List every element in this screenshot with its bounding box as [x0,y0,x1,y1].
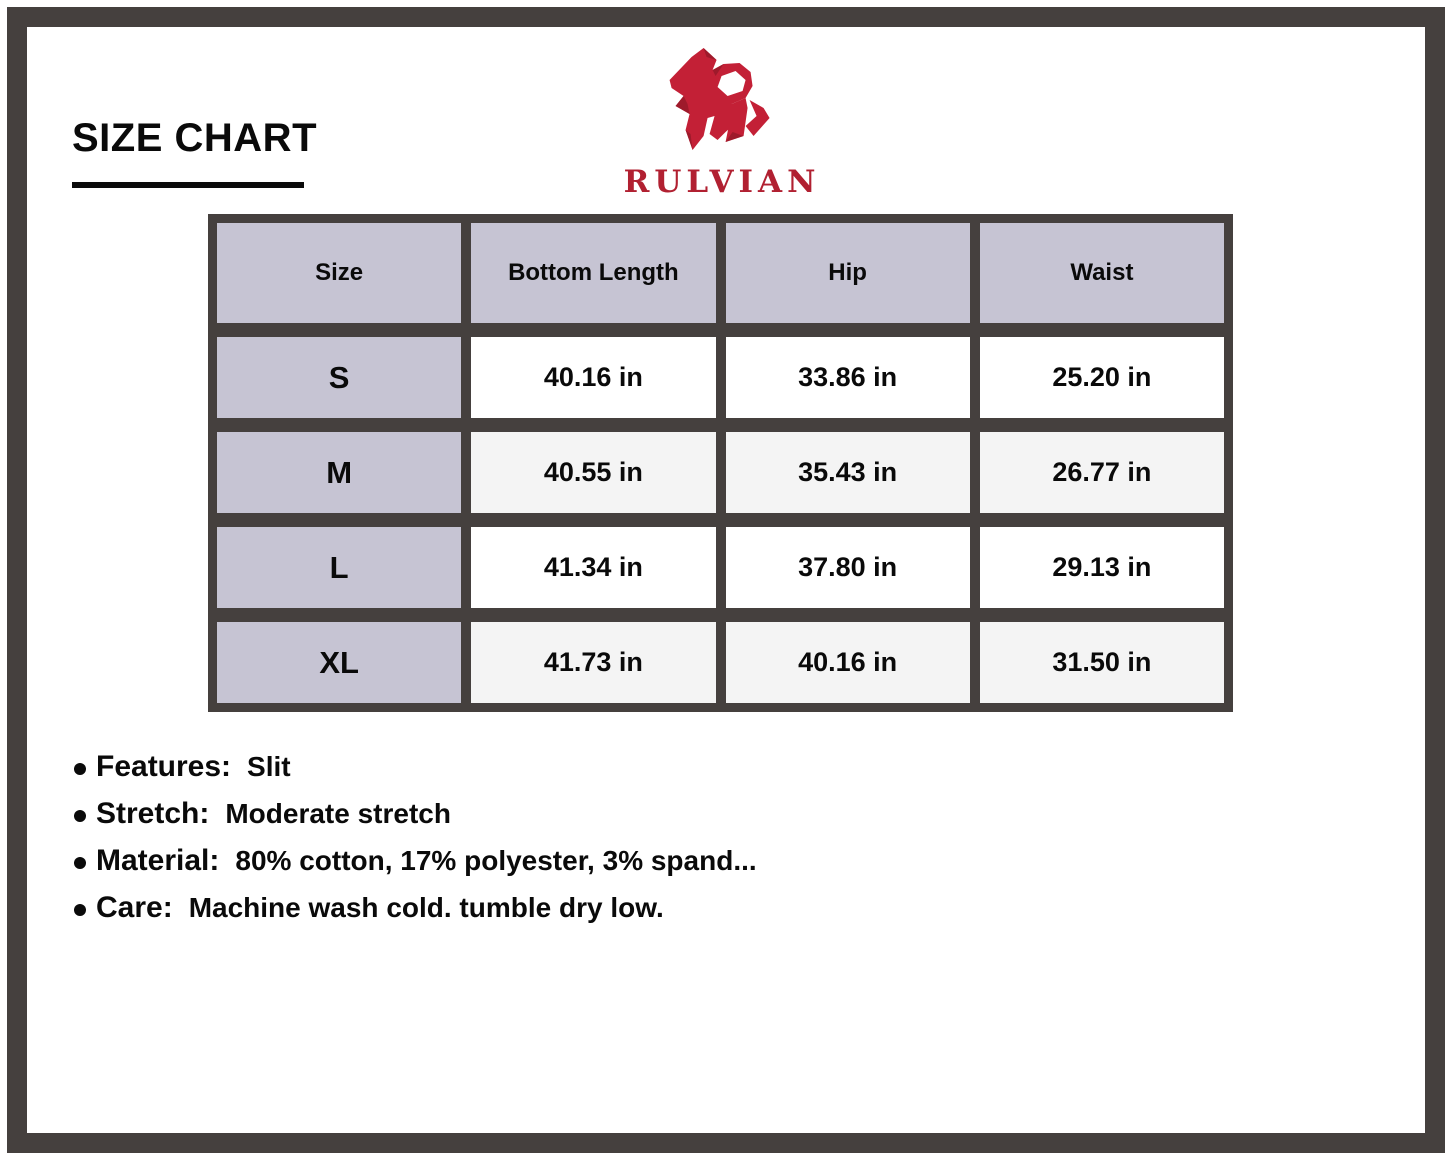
measurement-cell-xl-hip: 40.16 in [726,622,970,703]
note-label: Care: [96,891,173,924]
measurement-cell-m-bottom-length: 40.55 in [471,432,715,513]
note-value: Moderate stretch [225,798,451,829]
size-table [208,214,1233,712]
measurement-cell-m-waist: 26.77 in [980,432,1224,513]
title-underline [72,182,304,188]
note-stretch [74,797,757,835]
measurement-cell-xl-waist: 31.50 in [980,622,1224,703]
measurement-cell-xl-bottom-length: 41.73 in [471,622,715,703]
measurement-cell-s-waist: 25.20 in [980,337,1224,418]
measurement-cell-l-waist: 29.13 in [980,527,1224,608]
size-cell-xl: XL [217,622,461,703]
bullet-icon [74,904,86,916]
bullet-icon [74,857,86,869]
note-label: Features: [96,750,232,783]
note-care [74,891,757,929]
size-cell-s: S [217,337,461,418]
header-cell-size: Size [217,223,461,323]
note-value: Machine wash cold. tumble dry low. [188,892,664,923]
measurement-cell-s-bottom-length: 40.16 in [471,337,715,418]
brand-name: RULVIAN [623,164,821,200]
note-label: Material: [96,844,220,877]
note-label: Stretch: [96,797,210,830]
size-cell-m: M [217,432,461,513]
measurement-cell-l-bottom-length: 41.34 in [471,527,715,608]
note-features [74,750,757,788]
measurement-cell-s-hip: 33.86 in [726,337,970,418]
page-title: SIZE CHART [72,116,317,160]
size-cell-l: L [217,527,461,608]
note-material [74,844,757,882]
rulvian-r-logo-icon [660,44,784,162]
header-cell-waist: Waist [980,223,1224,323]
measurement-cell-m-hip: 35.43 in [726,432,970,513]
bullet-icon [74,763,86,775]
measurement-cell-l-hip: 37.80 in [726,527,970,608]
note-value: 80% cotton, 17% polyester, 3% spand... [235,845,757,876]
brand-logo [624,44,821,200]
header-cell-hip: Hip [726,223,970,323]
note-value: Slit [247,751,291,782]
bullet-icon [74,810,86,822]
product-notes [74,750,757,938]
header-cell-bottom-length: Bottom Length [471,223,715,323]
